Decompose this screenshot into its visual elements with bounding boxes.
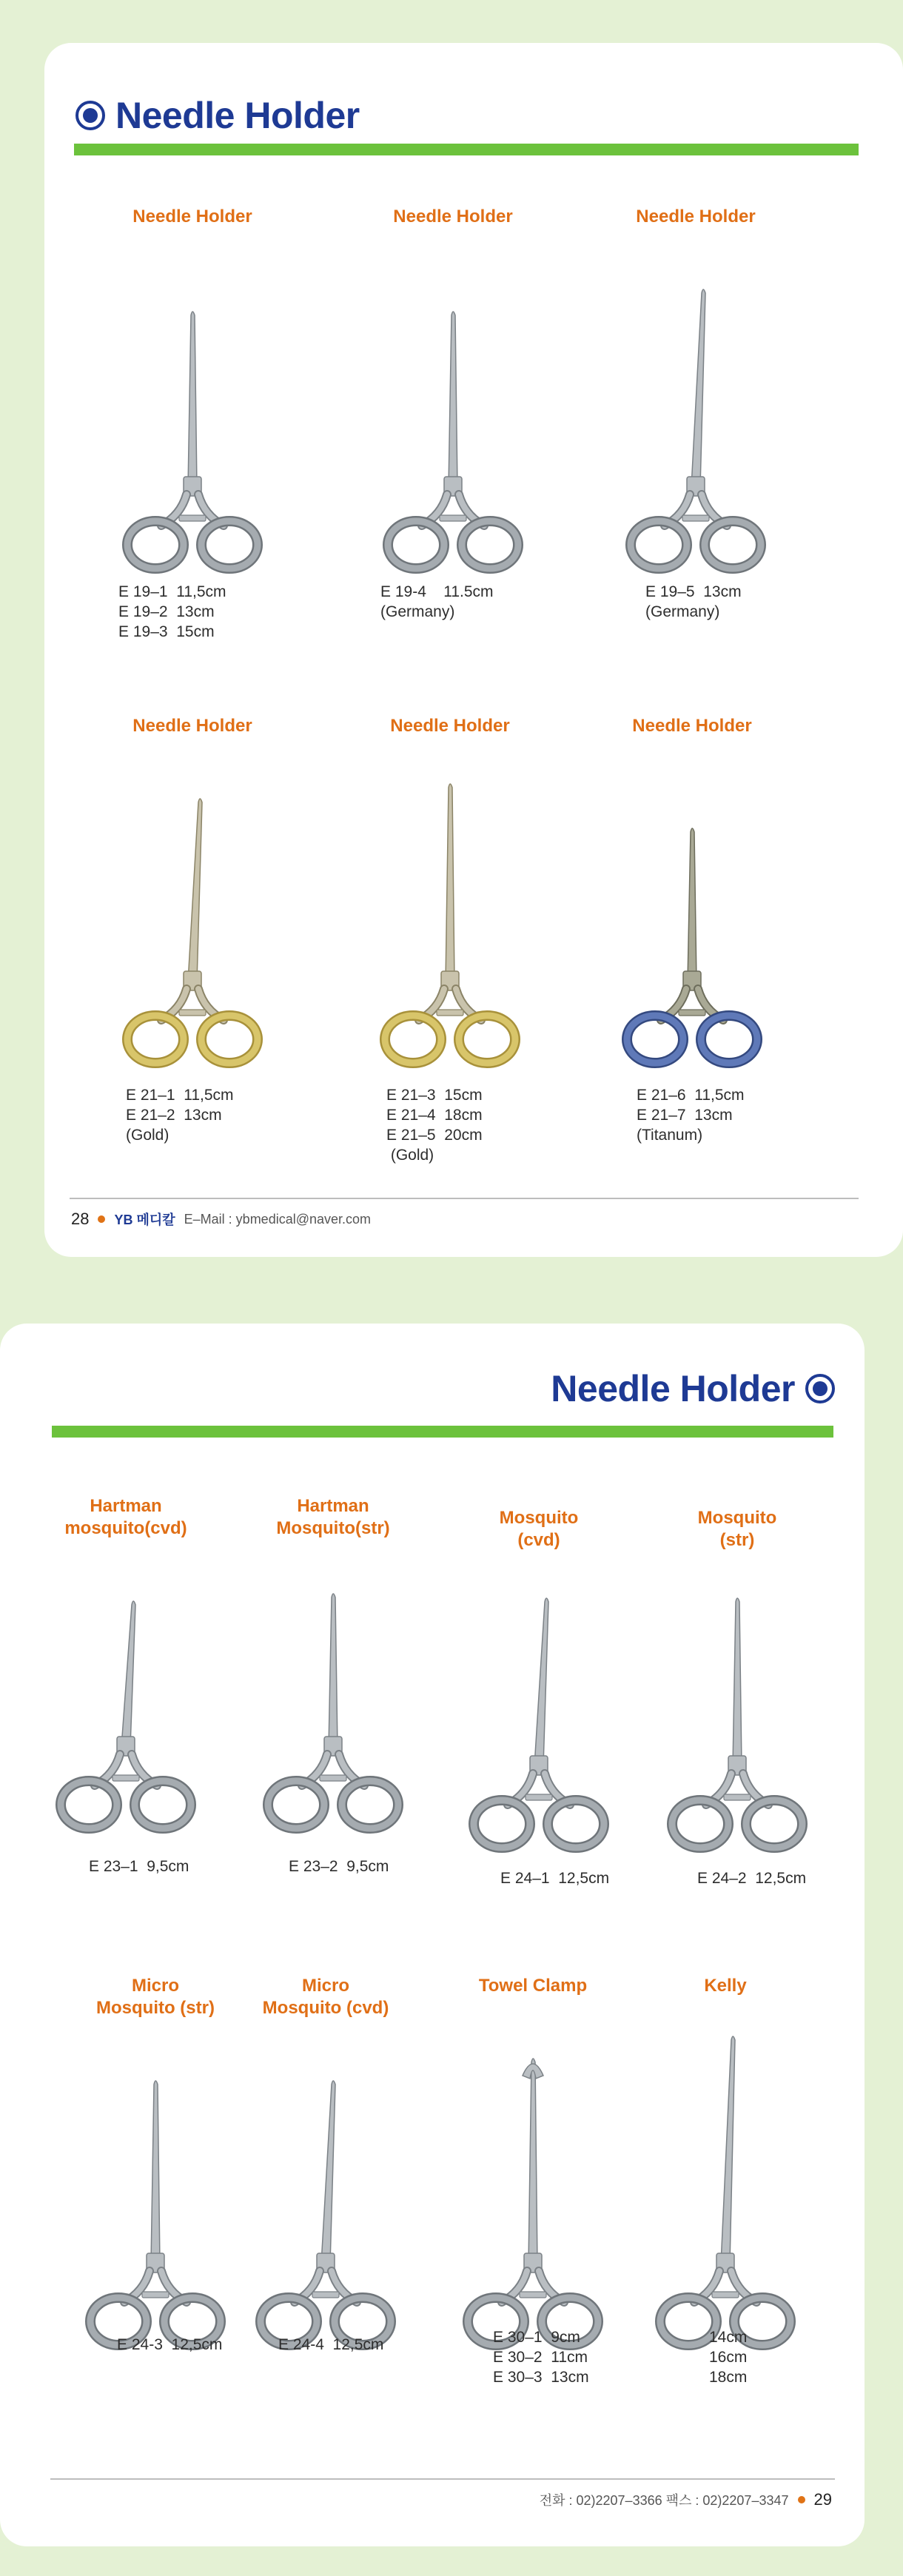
product-codes xyxy=(645,582,742,622)
product-code-line: E 23–2 9,5cm xyxy=(289,1858,389,1875)
instrument-jaw xyxy=(691,289,705,487)
instrument-image xyxy=(648,1589,826,1862)
ratchet xyxy=(179,515,206,521)
circle-bullet-icon xyxy=(75,101,105,130)
product-codes xyxy=(637,1085,745,1145)
product-name xyxy=(252,1495,414,1540)
instrument-jaw xyxy=(188,312,197,487)
product-name-line: Needle Holder xyxy=(132,716,252,736)
product-name-line: Mosquito xyxy=(697,1508,777,1528)
product-name-line: Mosquito (str) xyxy=(96,1998,215,2018)
product-code-line: E 23–1 9,5cm xyxy=(89,1858,189,1875)
finger-ring-left-highlight xyxy=(631,521,687,568)
ratchet xyxy=(682,515,709,521)
title-underline xyxy=(74,144,859,155)
instrument-image xyxy=(104,789,281,1078)
product-code-line: 16cm xyxy=(709,2349,748,2366)
finger-ring-left-highlight xyxy=(61,1781,117,1828)
instrument-image xyxy=(607,280,785,583)
product-codes xyxy=(118,582,226,642)
product-name xyxy=(361,715,539,737)
product-codes xyxy=(386,1085,483,1165)
product-name xyxy=(111,715,274,737)
product-card xyxy=(252,1495,414,1969)
finger-ring-left-highlight xyxy=(127,1016,184,1063)
product-code-line: E 24-4 12,5cm xyxy=(278,2336,384,2353)
contact-phone: 전화 : 02)2207–3366 팩스 : 02)2207–3347 xyxy=(539,2493,789,2508)
product-code-line: E 21–3 15cm xyxy=(386,1087,483,1104)
product-card xyxy=(361,715,539,1189)
catalog-page-28 xyxy=(44,43,903,1257)
dot-icon xyxy=(98,1215,105,1223)
instrument-jaw xyxy=(449,312,457,487)
finger-ring-right-highlight xyxy=(462,521,518,568)
product-photo xyxy=(244,2071,407,2360)
dot-icon xyxy=(798,2496,805,2503)
product-code-line: (Germany) xyxy=(645,603,720,620)
instrument-image xyxy=(364,302,542,583)
product-name xyxy=(607,715,777,737)
instrument-jaw xyxy=(721,2036,735,2264)
product-code-line: (Titanum) xyxy=(637,1127,703,1144)
product-card xyxy=(452,1975,614,2449)
product-photo xyxy=(37,1591,215,1843)
instrument-image xyxy=(244,2071,407,2360)
product-photo xyxy=(648,1589,826,1862)
instrument-image xyxy=(444,2049,622,2360)
product-name-line: Needle Holder xyxy=(636,207,756,227)
finger-ring-right-highlight xyxy=(459,1016,515,1063)
ratchet xyxy=(142,2292,169,2298)
product-codes xyxy=(380,582,494,622)
finger-ring-left-highlight xyxy=(127,521,184,568)
product-name xyxy=(364,206,542,228)
product-photo xyxy=(607,280,785,583)
product-name xyxy=(644,1975,807,1997)
ratchet xyxy=(724,1794,751,1800)
product-name xyxy=(44,1495,207,1540)
instrument-image xyxy=(637,2027,814,2360)
finger-ring-right-highlight xyxy=(342,1781,398,1828)
instrument-image xyxy=(450,1589,628,1862)
product-code-line: E 19–1 11,5cm xyxy=(118,583,226,600)
product-name-line: Kelly xyxy=(704,1976,747,1996)
product-name-line: Needle Holder xyxy=(390,716,510,736)
ratchet xyxy=(179,1010,206,1016)
product-name-line: Needle Holder xyxy=(632,716,752,736)
instrument-jaw xyxy=(534,1598,548,1766)
product-card xyxy=(74,1975,237,2449)
circle-bullet-icon xyxy=(805,1374,835,1403)
product-code-line: E 19–5 13cm xyxy=(645,583,742,600)
product-code-line: E 30–3 13cm xyxy=(493,2369,589,2386)
product-name-line: Towel Clamp xyxy=(478,1976,588,1996)
product-photo xyxy=(637,2027,814,2360)
instrument-image xyxy=(244,1584,422,1843)
page-header xyxy=(75,95,360,136)
product-photo xyxy=(361,774,539,1078)
finger-ring-right-highlight xyxy=(548,1800,604,1848)
product-codes xyxy=(709,2327,747,2387)
instrument-image xyxy=(361,774,539,1078)
product-photo xyxy=(450,1589,628,1862)
finger-ring-left-highlight xyxy=(474,1800,530,1848)
instrument-image xyxy=(603,819,781,1078)
product-code-line: (Germany) xyxy=(380,603,455,620)
finger-ring-left-highlight xyxy=(385,1016,441,1063)
page-footer xyxy=(540,2490,832,2509)
catalog-page-29 xyxy=(0,1324,865,2546)
product-name xyxy=(457,1507,620,1552)
brand-name: YB 메디칼 xyxy=(114,1212,175,1227)
page-header xyxy=(551,1368,835,1409)
product-name-line: Mosquito(str) xyxy=(276,1518,390,1538)
product-photo xyxy=(444,2049,622,2360)
finger-ring-right-highlight xyxy=(201,521,258,568)
page-title: Needle Holder xyxy=(115,95,360,136)
product-code-line: E 19-4 11.5cm xyxy=(380,583,494,600)
product-card xyxy=(457,1507,620,1981)
product-name xyxy=(244,1975,407,2019)
product-name-line: (str) xyxy=(719,1530,755,1550)
product-photo xyxy=(104,789,281,1078)
instrument-jaw xyxy=(688,828,696,982)
instrument-jaw xyxy=(321,2081,335,2264)
product-code-line: 18cm xyxy=(709,2369,748,2386)
instrument-jaw xyxy=(446,784,454,982)
ratchet xyxy=(312,2292,339,2298)
product-name-line: mosquito(cvd) xyxy=(64,1518,187,1538)
page-number: 29 xyxy=(813,2490,832,2509)
instrument-jaw xyxy=(188,799,202,982)
product-codes xyxy=(493,2327,589,2387)
ratchet xyxy=(712,2292,739,2298)
product-photo xyxy=(74,2071,237,2360)
finger-ring-right-highlight xyxy=(746,1800,802,1848)
ratchet xyxy=(440,515,466,521)
product-photo xyxy=(603,819,781,1078)
product-card xyxy=(111,715,274,1189)
product-code-line: E 30–2 11cm xyxy=(493,2349,588,2366)
product-name xyxy=(74,1975,237,2019)
product-name xyxy=(452,1975,614,1997)
product-codes xyxy=(500,1868,609,1888)
ratchet xyxy=(679,1010,705,1016)
instrument-jaw xyxy=(329,1594,338,1747)
ratchet xyxy=(320,1775,346,1781)
product-codes xyxy=(89,1856,189,1876)
product-code-line: (Gold) xyxy=(386,1147,434,1164)
product-codes xyxy=(697,1868,806,1888)
finger-ring-left-highlight xyxy=(627,1016,683,1063)
product-card xyxy=(644,1975,807,2449)
product-code-line: E 21–7 13cm xyxy=(637,1107,733,1124)
product-code-line: E 24-3 12,5cm xyxy=(117,2336,223,2353)
product-name-line: Micro xyxy=(301,1976,349,1996)
product-name-line: (cvd) xyxy=(517,1530,560,1550)
product-card xyxy=(244,1975,407,2449)
product-code-line: E 19–2 13cm xyxy=(118,603,215,620)
ratchet xyxy=(113,1775,139,1781)
product-name-line: Needle Holder xyxy=(132,207,252,227)
product-name-line: Micro xyxy=(131,1976,179,1996)
product-code-line: E 30–1 9cm xyxy=(493,2329,580,2346)
finger-ring-right-highlight xyxy=(135,1781,191,1828)
page-title: Needle Holder xyxy=(551,1368,795,1409)
product-codes xyxy=(289,1856,389,1876)
contact-email: E–Mail : ybmedical@naver.com xyxy=(184,1211,372,1227)
instrument-jaw xyxy=(121,1601,135,1747)
page-footer xyxy=(71,1210,371,1229)
product-photo xyxy=(104,302,281,583)
product-name-line: Needle Holder xyxy=(393,207,513,227)
product-card xyxy=(111,206,274,680)
product-code-line: E 24–1 12,5cm xyxy=(500,1870,610,1887)
finger-ring-left-highlight xyxy=(660,2298,716,2345)
ratchet xyxy=(526,1794,552,1800)
instrument-image xyxy=(74,2071,237,2360)
product-code-line: E 21–5 20cm xyxy=(386,1127,483,1144)
product-name-line: Hartman xyxy=(297,1496,369,1516)
page-number: 28 xyxy=(71,1210,90,1228)
instrument-jaw xyxy=(733,1598,742,1766)
title-underline xyxy=(52,1426,833,1438)
product-code-line: E 21–6 11,5cm xyxy=(637,1087,745,1104)
finger-ring-left-highlight xyxy=(268,1781,324,1828)
product-code-line: E 24–2 12,5cm xyxy=(697,1870,807,1887)
product-name xyxy=(656,1507,819,1552)
product-card xyxy=(607,206,785,680)
product-name-line: Hartman xyxy=(90,1496,162,1516)
finger-ring-left-highlight xyxy=(672,1800,728,1848)
product-codes xyxy=(117,2335,222,2355)
product-card xyxy=(607,715,777,1189)
product-codes xyxy=(278,2335,383,2355)
footer-divider xyxy=(50,2478,835,2480)
instrument-image xyxy=(37,1591,215,1843)
ratchet xyxy=(437,1010,463,1016)
product-code-line: E 21–2 13cm xyxy=(126,1107,222,1124)
product-code-line: E 19–3 15cm xyxy=(118,623,215,640)
product-code-line: E 21–1 11,5cm xyxy=(126,1087,234,1104)
product-codes xyxy=(126,1085,234,1145)
product-photo xyxy=(364,302,542,583)
instrument-image xyxy=(104,302,281,583)
product-card xyxy=(44,1495,207,1969)
product-name xyxy=(607,206,785,228)
finger-ring-right-highlight xyxy=(705,521,761,568)
ratchet xyxy=(520,2292,546,2298)
product-name xyxy=(111,206,274,228)
finger-ring-left-highlight xyxy=(388,521,444,568)
instrument-jaw xyxy=(151,2081,160,2264)
product-code-line: (Gold) xyxy=(126,1127,169,1144)
product-name-line: Mosquito xyxy=(499,1508,579,1528)
product-code-line: 14cm xyxy=(709,2329,748,2346)
finger-ring-right-highlight xyxy=(201,1016,258,1063)
finger-ring-right-highlight xyxy=(701,1016,757,1063)
footer-divider xyxy=(70,1198,859,1199)
product-name-line: Mosquito (cvd) xyxy=(262,1998,389,2018)
product-code-line: E 21–4 18cm xyxy=(386,1107,483,1124)
product-photo xyxy=(244,1584,422,1843)
instrument-jaw xyxy=(528,2059,537,2264)
product-card xyxy=(364,206,542,680)
product-card xyxy=(656,1507,819,1981)
